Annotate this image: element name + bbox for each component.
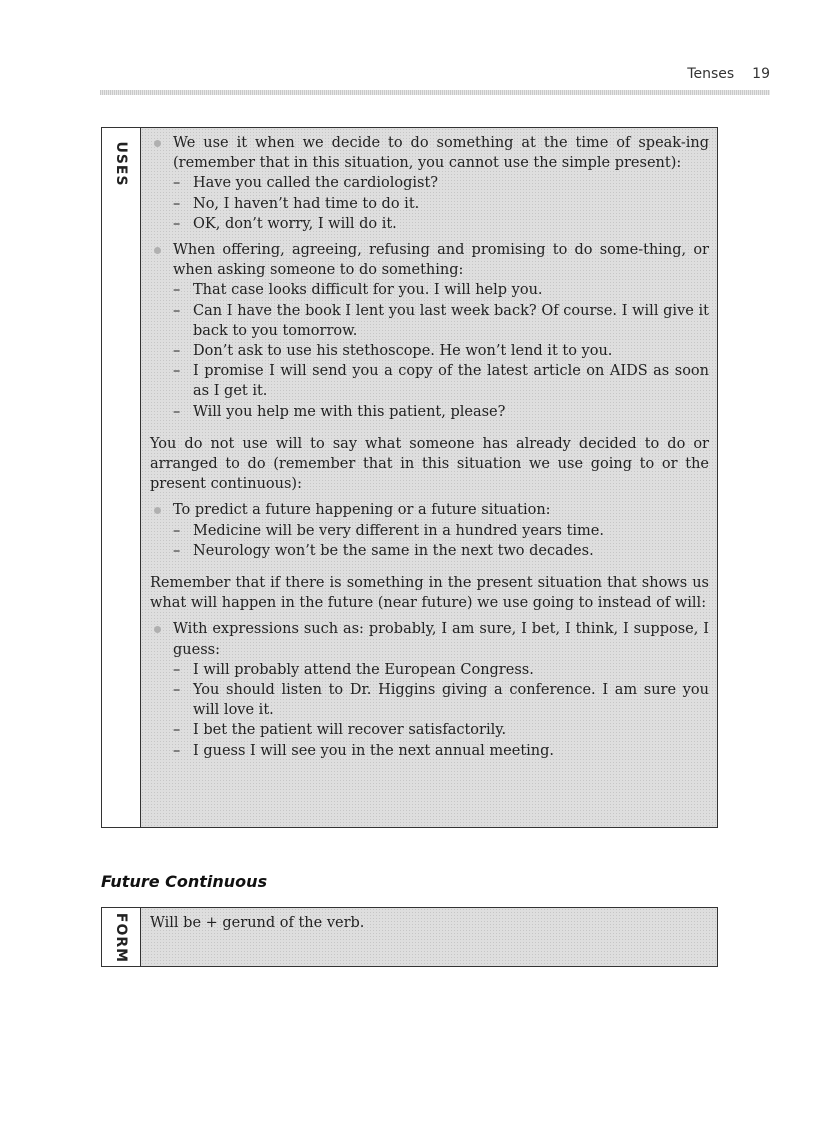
running-head (687, 66, 770, 82)
bullet-item: To predict a future happening or a future situation: (150, 500, 709, 520)
page-number: 19 (752, 66, 770, 82)
dash-item: – Don’t ask to use his stethoscope. He won’t lend it to you. (150, 341, 709, 361)
dash-item: – I guess I will see you in the next annual meeting. (150, 741, 709, 761)
dash-item: – Can I have the book I lent you last week back? Of course. I will give it back to you tomorrow. (150, 301, 709, 341)
dash-item: – I bet the patient will recover satisfactorily. (150, 720, 709, 740)
bullet-item: When offering, agreeing, refusing and promising to do some-thing, or when asking someone to do something: (150, 240, 709, 280)
uses-box (101, 127, 718, 828)
bullet-item: We use it when we decide to do something at the time of speak-ing (remember that in this situation, you cannot use the simple present): (150, 133, 709, 173)
form-text: Will be + gerund of the verb. (150, 915, 365, 931)
chapter-title: Tenses (687, 66, 735, 82)
dash-item: – Neurology won’t be the same in the next two decades. (150, 541, 709, 561)
uses-content (141, 128, 717, 827)
uses-tab (102, 128, 141, 827)
bullet-item: With expressions such as: probably, I am sure, I bet, I think, I suppose, I guess: (150, 619, 709, 659)
dash-item: – That case looks difficult for you. I will help you. (150, 280, 709, 300)
dash-item: – No, I haven’t had time to do it. (150, 194, 709, 214)
dash-item: – OK, don’t worry, I will do it. (150, 214, 709, 234)
dash-item: – Medicine will be very different in a hundred years time. (150, 521, 709, 541)
paragraph: You do not use will to say what someone has already decided to do or arranged to do (remember that in this situation we use going to or the present continuous): (150, 435, 709, 493)
uses-tab-label: USES (113, 141, 129, 187)
dash-item: – I promise I will send you a copy of the latest article on AIDS as soon as I get it. (150, 361, 709, 401)
header-rule (100, 90, 770, 95)
dash-item: – You should listen to Dr. Higgins giving a conference. I am sure you will love it. (150, 680, 709, 720)
dash-item: – Have you called the cardiologist? (150, 173, 709, 193)
form-content (141, 908, 717, 966)
dash-item: – Will you help me with this patient, please? (150, 402, 709, 422)
section-title: Future Continuous (101, 872, 268, 891)
paragraph: Remember that if there is something in the present situation that shows us what will happen in the future (near future) we use going to instead of will: (150, 575, 709, 612)
dash-item: – I will probably attend the European Congress. (150, 660, 709, 680)
form-box (101, 907, 718, 967)
form-tab (102, 908, 141, 966)
form-tab-label: FORM (113, 912, 129, 964)
